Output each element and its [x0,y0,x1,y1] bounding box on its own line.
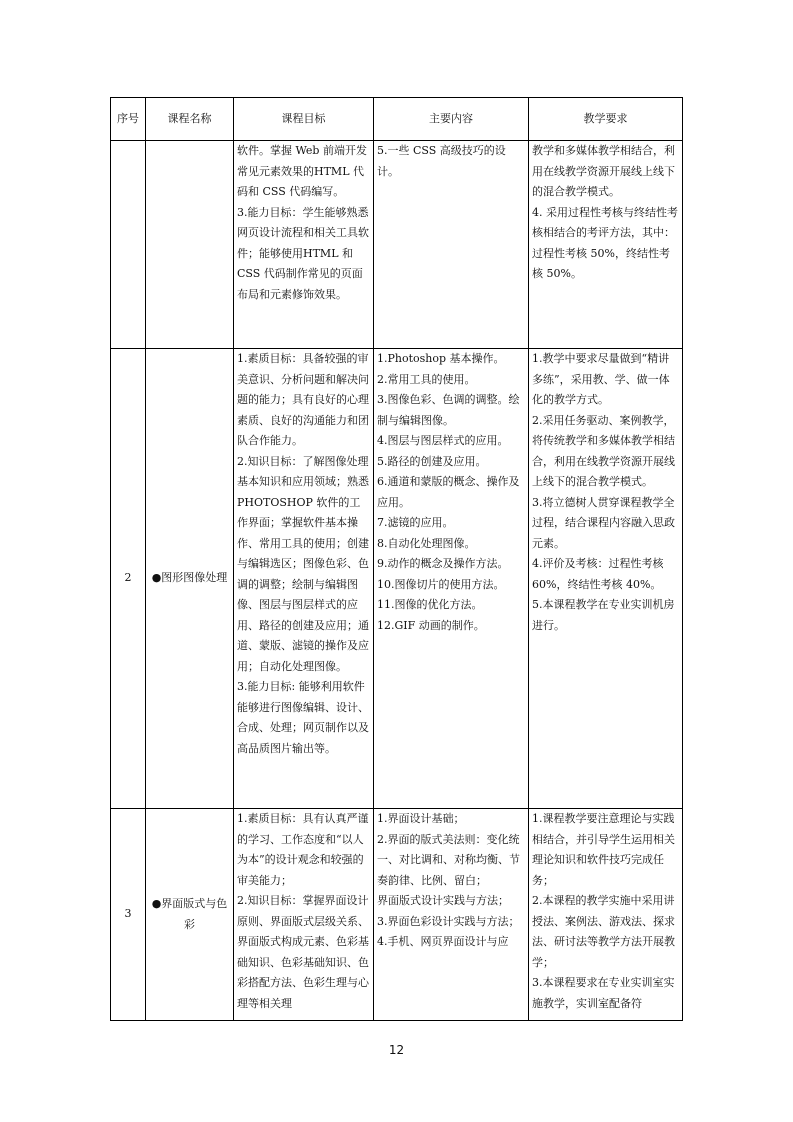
course-name-cell [146,141,234,349]
page-number: 12 [388,1043,405,1057]
header-course-goals: 课程目标 [234,98,374,141]
goals-item: 2.知识目标：了解图像处理基本知识和应用领域；熟悉 PHOTOSHOP 软件的工作界面；掌握软件基本操作、常用工具的使用；创建与编辑选区；图像色彩、色调的调整；绘制与编辑图像、图层与图层样式的应用、路径的创建及应用；通道、蒙版、滤镜的操作及应用；自动化处理图像。 [237,454,369,673]
goals-item: 软件。掌握 Web 前端开发常见元素效果的HTML 代码和 CSS 代码编写。 [237,144,367,198]
content-item: 12.GIF 动画的制作。 [377,618,485,632]
table-body [111,141,683,1021]
content-item: 4.手机、网页界面设计与应 [377,935,509,948]
content-item: 5.一些 CSS 高级技巧的设计。 [377,144,506,178]
requirements-item: 3.本课程要求在专业实训室实施教学，实训室配备符 [532,976,675,1010]
row-number-cell: 2 [111,349,146,809]
header-teaching-requirements: 教学要求 [529,98,683,141]
content-item: 1.Photoshop 基本操作。 [377,352,505,365]
curriculum-table [110,97,683,1021]
content-item: 2.界面的版式美法则：变化统一、对比调和、对称均衡、节奏韵律、比例、留白； [377,832,520,887]
table-row [111,349,683,809]
requirements-item: 2.采用任务驱动、案例教学，将传统教学和多媒体教学相结合，利用在线教学资源开展线上线下的混合教学模式。 [532,413,675,488]
goals-cell [234,809,374,1021]
content-item: 8.自动化处理图像。 [377,536,476,550]
header-no: 序号 [111,98,146,141]
goals-item: 2.知识目标：掌握界面设计原则、界面版式层级关系、界面版式构成元素、色彩基础知识、色彩基础知识、色彩搭配方法、色彩生理与心理等相关理 [237,894,369,1010]
row-number-cell [111,141,146,349]
requirements-item: 2.本课程的教学实施中采用讲授法、案例法、游戏法、探求法、研讨法等教学方法开展教学； [532,894,675,969]
requirements-item: 1.课程教学要注意理论与实践相结合，并引导学生运用相关理论知识和软件技巧完成任务； [532,812,675,887]
content-item: 2.常用工具的使用。 [377,372,476,386]
content-item: 10.图像切片的使用方法。 [377,577,505,591]
content-item: 界面版式设计实践与方法； [377,894,509,907]
content-cell [374,141,529,349]
goals-item: 3.能力目标：学生能够熟悉网页设计流程和相关工具软件；能够使用HTML 和 CSS 代码制作常见的页面布局和元素修饰效果。 [237,205,369,301]
content-item: 9.动作的概念及操作方法。 [377,557,509,570]
content-item: 7.滤镜的应用。 [377,516,454,529]
content-item: 11.图像的优化方法。 [377,598,483,611]
requirements-item: 1.教学中要求尽量做到“精讲多练”，采用教、学、做一体化的教学方式。 [532,352,670,406]
requirements-item: 4.评价及考核：过程性考核60%，终结性考核 40%。 [532,557,664,591]
content-item: 5.路径的创建及应用。 [377,454,487,468]
row-number-cell: 3 [111,809,146,1021]
header-course-name: 课程名称 [146,98,234,141]
content-item: 3.图像色彩、色调的调整。绘制与编辑图像。 [377,393,520,427]
goals-cell [234,349,374,809]
content-cell [374,349,529,809]
requirements-cell [529,349,683,809]
goals-item: 3.能力目标: 能够利用软件能够进行图像编辑、设计、合成、处理；网页制作以及高品质图片输出等。 [237,680,369,755]
requirements-item: 3.将立德树人贯穿课程教学全过程，结合课程内容融入思政元素。 [532,495,675,550]
content-cell [374,809,529,1021]
header-main-content: 主要内容 [374,98,529,141]
goals-cell [234,141,374,349]
requirements-cell [529,809,683,1021]
requirements-item: 教学和多媒体教学相结合，利用在线教学资源开展线上线下的混合教学模式。 [532,144,675,198]
requirements-item: 4. 采用过程性考核与终结性考核相结合的考评方法，其中：过程性考核 50%，终结性考核 50%。 [532,205,678,280]
requirements-cell [529,141,683,349]
requirements-item: 5.本课程教学在专业实训机房进行。 [532,598,675,632]
table-header-row [111,98,683,141]
content-item: 1.界面设计基础； [377,812,465,825]
content-item: 6.通道和蒙版的概念、操作及应用。 [377,475,520,509]
content-item: 4.图层与图层样式的应用。 [377,434,509,447]
goals-item: 1.素质目标：具有认真严谨的学习、工作态度和“以人为本”的设计观念和较强的审美能力； [237,812,369,887]
table-row [111,141,683,349]
course-name-cell: ●图形图像处理 [146,349,234,809]
goals-item: 1.素质目标：具备较强的审美意识、分析问题和解决问题的能力；具有良好的心理素质、良好的沟通能力和团队合作能力。 [237,352,369,447]
course-name-cell: ●界面版式与色彩 [146,809,234,1021]
content-item: 3.界面色彩设计实践与方法； [377,914,520,928]
table-row [111,809,683,1021]
